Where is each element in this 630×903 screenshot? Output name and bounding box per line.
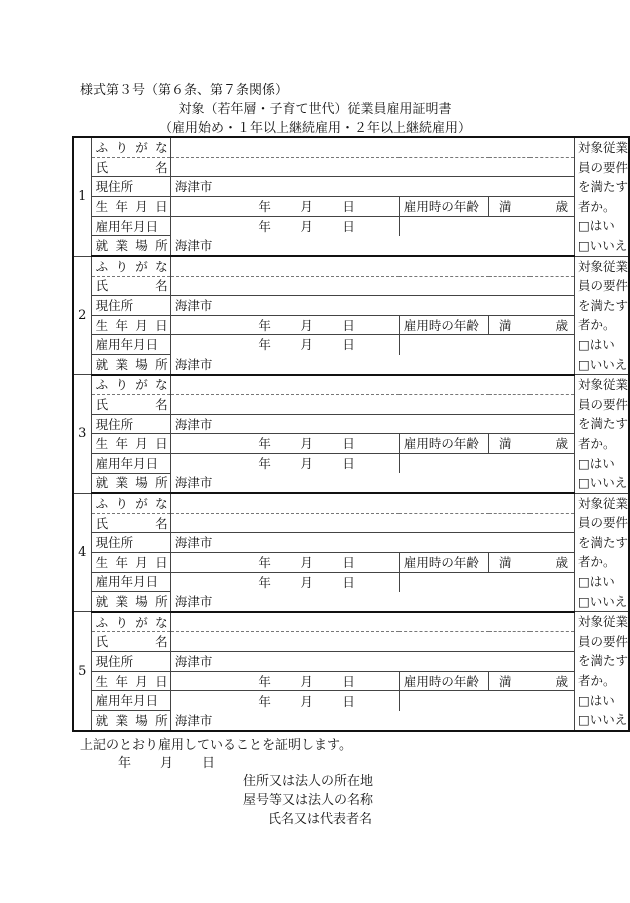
- workplace-char: 業: [115, 593, 128, 609]
- employee-row-name: [73, 276, 629, 296]
- eligibility-yes-checkbox[interactable]: □はい: [577, 574, 615, 590]
- eligibility-no-checkbox[interactable]: □いいえ: [577, 356, 628, 372]
- employee-number: 1: [73, 137, 91, 256]
- furigana-char: な: [155, 495, 168, 511]
- eligibility-no-checkbox[interactable]: □いいえ: [577, 475, 628, 491]
- age-at-hire-label: 雇用時の年齢: [399, 671, 488, 691]
- employment-date-input[interactable]: [170, 691, 399, 711]
- employee-row-employment-date: [73, 572, 629, 592]
- eligibility-no-checkbox[interactable]: □いいえ: [577, 237, 628, 253]
- birthdate-char: 日: [155, 317, 168, 333]
- workplace-label: [91, 355, 170, 375]
- employee-number: 2: [73, 256, 91, 375]
- age-input[interactable]: [489, 197, 575, 217]
- employer-address-label: 住所又は法人の所在地: [243, 774, 374, 789]
- workplace-char: 就: [95, 593, 109, 609]
- eligibility-yes-checkbox[interactable]: □はい: [577, 692, 615, 708]
- name-label: [91, 157, 170, 177]
- furigana-char: ふ: [95, 377, 109, 393]
- birthdate-char: 日: [155, 554, 168, 570]
- birthdate-input[interactable]: [170, 197, 399, 217]
- furigana-char: な: [155, 614, 168, 630]
- workplace-char: 所: [155, 238, 168, 254]
- employee-row-birthdate: [73, 315, 629, 335]
- furigana-char: り: [115, 614, 128, 630]
- employee-row-employment-date: [73, 454, 629, 474]
- workplace-char: 場: [135, 593, 148, 609]
- day-label: 日: [342, 456, 355, 472]
- date-month-label: 月: [160, 756, 174, 771]
- eligibility-cell: [574, 375, 629, 494]
- birthdate-label: [91, 671, 170, 691]
- year-label: 年: [258, 693, 271, 709]
- workplace-char: 所: [155, 356, 168, 372]
- eligibility-question: 者か。: [577, 435, 616, 451]
- eligibility-cell: [574, 256, 629, 375]
- eligibility-no-checkbox[interactable]: □いいえ: [577, 593, 628, 609]
- employee-row-furigana: [73, 137, 629, 157]
- furigana-char: が: [135, 495, 148, 511]
- document-title: 対象（若年層・子育て世代）従業員雇用証明書: [178, 102, 452, 117]
- furigana-char: が: [135, 139, 148, 155]
- employment-date-blank: [399, 572, 574, 592]
- workplace-label: [91, 711, 170, 731]
- employment-date-input[interactable]: [170, 572, 399, 592]
- certification-statement: 上記のとおり雇用していることを証明します。: [80, 738, 352, 753]
- employee-row-name: [73, 157, 629, 177]
- month-label: 月: [300, 673, 313, 689]
- employee-row-furigana: [73, 375, 629, 395]
- employment-date-label: 雇用年月日: [91, 216, 170, 236]
- employment-date-input[interactable]: [170, 335, 399, 355]
- name-label: [91, 395, 170, 415]
- birthdate-label: [91, 552, 170, 572]
- name-char: 名: [155, 278, 168, 294]
- employee-row-employment-date: [73, 335, 629, 355]
- age-at-hire-label: 雇用時の年齢: [399, 434, 488, 454]
- birthdate-char: 年: [115, 554, 128, 570]
- name-input[interactable]: [170, 395, 574, 415]
- furigana-char: な: [155, 258, 168, 274]
- birthdate-input[interactable]: [170, 671, 399, 691]
- eligibility-cell: [574, 493, 629, 612]
- eligibility-question: 者か。: [577, 673, 616, 689]
- employee-row-name: [73, 395, 629, 415]
- furigana-char: ふ: [95, 495, 109, 511]
- workplace-input[interactable]: 海津市: [170, 473, 574, 493]
- month-label: 月: [300, 337, 313, 353]
- month-label: 月: [300, 456, 313, 472]
- birthdate-char: 生: [95, 436, 109, 452]
- employee-row-birthdate: [73, 197, 629, 217]
- furigana-char: り: [115, 139, 128, 155]
- workplace-char: 場: [135, 356, 148, 372]
- employee-number: 5: [73, 612, 91, 731]
- employee-row-furigana: [73, 256, 629, 276]
- furigana-char: が: [135, 377, 148, 393]
- furigana-input[interactable]: [170, 493, 574, 513]
- workplace-char: 就: [95, 238, 109, 254]
- month-label: 月: [300, 574, 313, 590]
- furigana-input[interactable]: [170, 137, 574, 157]
- workplace-input[interactable]: 海津市: [170, 355, 574, 375]
- furigana-input[interactable]: [170, 375, 574, 395]
- eligibility-question: 対象従業: [577, 258, 628, 274]
- address-label: 現住所: [91, 652, 170, 672]
- name-label: [91, 276, 170, 296]
- eligibility-question: 員の要件: [577, 278, 628, 294]
- employee-row-furigana: [73, 612, 629, 632]
- year-label: 年: [258, 456, 271, 472]
- employer-representative-label: 氏名又は代表者名: [268, 812, 373, 827]
- birthdate-label: [91, 434, 170, 454]
- employment-date-label: 雇用年月日: [91, 335, 170, 355]
- year-label: 年: [258, 436, 271, 452]
- birthdate-input[interactable]: [170, 552, 399, 572]
- employee-certificate-table: [72, 136, 630, 732]
- month-label: 月: [300, 218, 313, 234]
- full-age-label: 満: [499, 317, 512, 333]
- day-label: 日: [342, 198, 355, 214]
- workplace-char: 所: [155, 593, 168, 609]
- workplace-char: 業: [115, 356, 128, 372]
- name-label: [91, 513, 170, 533]
- employer-company-label: 屋号等又は法人の名称: [243, 793, 374, 808]
- furigana-label: [91, 612, 170, 632]
- age-at-hire-label: 雇用時の年齢: [399, 315, 488, 335]
- workplace-char: 業: [115, 475, 128, 491]
- date-day-label: 日: [202, 756, 216, 771]
- employment-date-blank: [399, 454, 574, 474]
- birthdate-char: 生: [95, 554, 109, 570]
- year-label: 年: [258, 337, 271, 353]
- employee-row-address: [73, 296, 629, 316]
- birthdate-char: 日: [155, 673, 168, 689]
- name-input[interactable]: [170, 157, 574, 177]
- employment-date-blank: [399, 216, 574, 236]
- form-number: 様式第３号（第６条、第７条関係）: [80, 83, 289, 98]
- workplace-char: 業: [115, 712, 128, 728]
- birthdate-char: 日: [155, 436, 168, 452]
- month-label: 月: [300, 198, 313, 214]
- furigana-char: り: [115, 377, 128, 393]
- eligibility-question: を満たす: [577, 534, 628, 550]
- employee-row-birthdate: [73, 671, 629, 691]
- address-label: 現住所: [91, 296, 170, 316]
- employee-row-address: [73, 414, 629, 434]
- age-input[interactable]: [489, 552, 575, 572]
- month-label: 月: [300, 436, 313, 452]
- workplace-char: 所: [155, 475, 168, 491]
- birthdate-char: 月: [135, 436, 148, 452]
- eligibility-question: 員の要件: [577, 633, 628, 649]
- month-label: 月: [300, 693, 313, 709]
- employee-row-workplace: [73, 711, 629, 731]
- employee-number: 3: [73, 375, 91, 494]
- day-label: 日: [342, 337, 355, 353]
- birthdate-char: 月: [135, 554, 148, 570]
- workplace-label: [91, 473, 170, 493]
- day-label: 日: [342, 693, 355, 709]
- name-char: 氏: [95, 515, 109, 531]
- age-suffix-label: 歳: [555, 554, 568, 570]
- full-age-label: 満: [499, 436, 512, 452]
- employee-row-name: [73, 632, 629, 652]
- workplace-label: [91, 592, 170, 612]
- year-label: 年: [258, 673, 271, 689]
- workplace-char: 場: [135, 238, 148, 254]
- workplace-char: 場: [135, 475, 148, 491]
- employee-row-birthdate: [73, 552, 629, 572]
- birthdate-char: 月: [135, 198, 148, 214]
- name-char: 氏: [95, 397, 109, 413]
- birthdate-char: 年: [115, 673, 128, 689]
- workplace-char: 場: [135, 712, 148, 728]
- furigana-char: ふ: [95, 614, 109, 630]
- eligibility-question: 対象従業: [577, 140, 628, 155]
- name-char: 名: [155, 634, 168, 650]
- employee-row-furigana: [73, 493, 629, 513]
- month-label: 月: [300, 317, 313, 333]
- furigana-input[interactable]: [170, 256, 574, 276]
- eligibility-cell: [574, 137, 629, 256]
- furigana-char: り: [115, 258, 128, 274]
- address-input[interactable]: 海津市: [170, 296, 574, 316]
- birthdate-char: 年: [115, 317, 128, 333]
- birthdate-char: 月: [135, 673, 148, 689]
- employment-date-input[interactable]: [170, 454, 399, 474]
- birthdate-input[interactable]: [170, 434, 399, 454]
- eligibility-question: 者か。: [577, 317, 616, 333]
- age-suffix-label: 歳: [555, 317, 568, 333]
- furigana-char: な: [155, 139, 168, 155]
- eligibility-question: 対象従業: [577, 614, 628, 630]
- address-input[interactable]: 海津市: [170, 533, 574, 553]
- eligibility-yes-checkbox[interactable]: □はい: [577, 455, 615, 471]
- employee-row-workplace: [73, 592, 629, 612]
- eligibility-no-checkbox[interactable]: □いいえ: [577, 712, 628, 728]
- full-age-label: 満: [499, 198, 512, 214]
- birthdate-char: 生: [95, 673, 109, 689]
- employee-row-employment-date: [73, 691, 629, 711]
- employment-date-label: 雇用年月日: [91, 454, 170, 474]
- day-label: 日: [342, 673, 355, 689]
- name-input[interactable]: [170, 632, 574, 652]
- workplace-char: 業: [115, 238, 128, 254]
- month-label: 月: [300, 554, 313, 570]
- furigana-char: ふ: [95, 258, 109, 274]
- employment-date-blank: [399, 691, 574, 711]
- age-at-hire-label: 雇用時の年齢: [399, 552, 488, 572]
- workplace-char: 就: [95, 712, 109, 728]
- document-subtitle: （雇用始め・１年以上継続雇用・２年以上継続雇用）: [158, 121, 471, 136]
- address-input[interactable]: 海津市: [170, 177, 574, 197]
- employment-date-label: 雇用年月日: [91, 572, 170, 592]
- employment-date-input[interactable]: [170, 216, 399, 236]
- employee-row-birthdate: [73, 434, 629, 454]
- birthdate-char: 月: [135, 317, 148, 333]
- eligibility-cell: [574, 612, 629, 731]
- employee-row-address: [73, 533, 629, 553]
- name-char: 名: [155, 159, 168, 175]
- eligibility-question: を満たす: [577, 416, 628, 432]
- eligibility-question: を満たす: [577, 653, 628, 669]
- birthdate-char: 年: [115, 436, 128, 452]
- birthdate-label: [91, 197, 170, 217]
- employee-row-name: [73, 513, 629, 533]
- age-input[interactable]: [489, 671, 575, 691]
- furigana-label: [91, 256, 170, 276]
- furigana-char: り: [115, 495, 128, 511]
- name-char: 氏: [95, 634, 109, 650]
- name-char: 氏: [95, 159, 109, 175]
- name-input[interactable]: [170, 276, 574, 296]
- day-label: 日: [342, 317, 355, 333]
- furigana-label: [91, 375, 170, 395]
- workplace-input[interactable]: 海津市: [170, 711, 574, 731]
- eligibility-question: 者か。: [577, 198, 616, 214]
- age-input[interactable]: [489, 434, 575, 454]
- birthdate-char: 年: [115, 198, 128, 214]
- name-char: 氏: [95, 278, 109, 294]
- year-label: 年: [258, 317, 271, 333]
- full-age-label: 満: [499, 554, 512, 570]
- day-label: 日: [342, 554, 355, 570]
- furigana-input[interactable]: [170, 612, 574, 632]
- year-label: 年: [258, 574, 271, 590]
- age-suffix-label: 歳: [555, 436, 568, 452]
- eligibility-yes-checkbox[interactable]: □はい: [577, 218, 615, 234]
- birthdate-char: 生: [95, 317, 109, 333]
- name-input[interactable]: [170, 513, 574, 533]
- furigana-char: が: [135, 614, 148, 630]
- furigana-char: ふ: [95, 139, 109, 155]
- workplace-char: 就: [95, 356, 109, 372]
- employee-row-address: [73, 652, 629, 672]
- furigana-label: [91, 137, 170, 157]
- name-label: [91, 632, 170, 652]
- day-label: 日: [342, 436, 355, 452]
- birthdate-input[interactable]: [170, 315, 399, 335]
- birthdate-char: 日: [155, 198, 168, 214]
- full-age-label: 満: [499, 673, 512, 689]
- day-label: 日: [342, 218, 355, 234]
- certification-date: [118, 752, 244, 771]
- birthdate-char: 生: [95, 198, 109, 214]
- employee-row-workplace: [73, 236, 629, 256]
- year-label: 年: [258, 554, 271, 570]
- eligibility-question: 対象従業: [577, 377, 628, 393]
- date-year-label: 年: [118, 756, 132, 771]
- address-label: 現住所: [91, 177, 170, 197]
- workplace-input[interactable]: 海津市: [170, 236, 574, 256]
- eligibility-question: 者か。: [577, 554, 616, 570]
- eligibility-question: 員の要件: [577, 159, 628, 175]
- eligibility-question: 対象従業: [577, 495, 628, 511]
- address-input[interactable]: 海津市: [170, 414, 574, 434]
- name-char: 名: [155, 515, 168, 531]
- day-label: 日: [342, 574, 355, 590]
- employee-row-employment-date: [73, 216, 629, 236]
- furigana-char: が: [135, 258, 148, 274]
- employee-row-workplace: [73, 473, 629, 493]
- name-char: 名: [155, 397, 168, 413]
- workplace-input[interactable]: 海津市: [170, 592, 574, 612]
- employee-number: 4: [73, 493, 91, 612]
- employment-date-blank: [399, 335, 574, 355]
- furigana-char: な: [155, 377, 168, 393]
- furigana-label: [91, 493, 170, 513]
- workplace-char: 就: [95, 475, 109, 491]
- address-label: 現住所: [91, 414, 170, 434]
- employee-row-workplace: [73, 355, 629, 375]
- address-input[interactable]: 海津市: [170, 652, 574, 672]
- eligibility-yes-checkbox[interactable]: □はい: [577, 336, 615, 352]
- eligibility-question: 員の要件: [577, 515, 628, 531]
- age-suffix-label: 歳: [555, 673, 568, 689]
- eligibility-question: 員の要件: [577, 396, 628, 412]
- birthdate-label: [91, 315, 170, 335]
- employee-row-address: [73, 177, 629, 197]
- age-suffix-label: 歳: [555, 198, 568, 214]
- eligibility-question: を満たす: [577, 297, 628, 313]
- employment-date-label: 雇用年月日: [91, 691, 170, 711]
- workplace-char: 所: [155, 712, 168, 728]
- year-label: 年: [258, 218, 271, 234]
- eligibility-question: を満たす: [577, 179, 628, 195]
- address-label: 現住所: [91, 533, 170, 553]
- year-label: 年: [258, 198, 271, 214]
- age-input[interactable]: [489, 315, 575, 335]
- age-at-hire-label: 雇用時の年齢: [399, 197, 488, 217]
- workplace-label: [91, 236, 170, 256]
